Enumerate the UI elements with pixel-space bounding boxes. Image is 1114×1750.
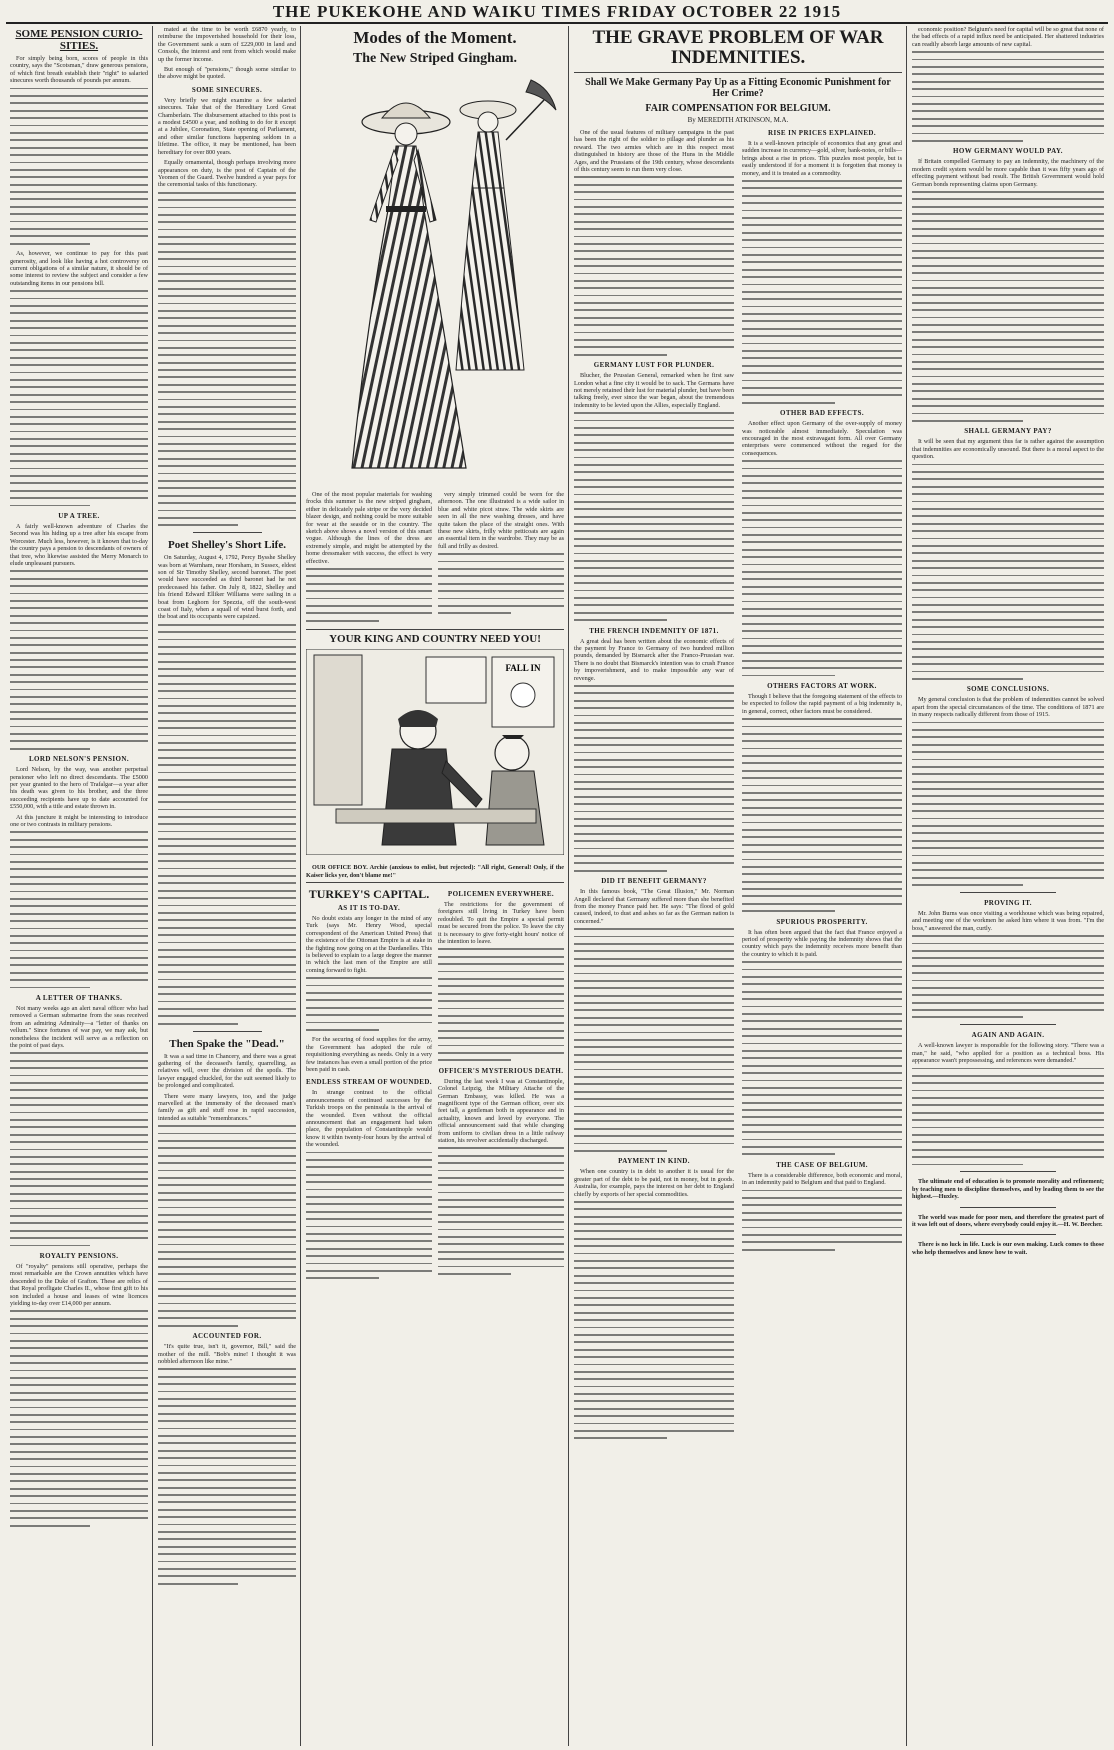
french-text: A great deal has been written about the economic effects of the payment by France to Germany of two hundred million pounds, demanded by Bismarck after the Franco-Prussian war. There is no doubt that Bismarck's intention was to crush France by impoverishment, and to make impossible any war of revenge.	[574, 637, 734, 682]
article-text	[306, 977, 432, 1031]
turkey-text: No doubt exists any longer in the mind of any Turk (says Mr. Henry Wood, special correspondent of the American United Press) that the existence of the Ottoman Empire is at stake in the fighting now going on at the Dardanelles. This is believed to explain to a large degree the manner in which the last men of the Empire are still coming forward to fight.	[306, 915, 432, 974]
murder-text: During the last week I was at Constantinople, Colonel Leipzig, the Military Attache of the German Embassy, was killed. He was a magnificent type of the German officer, over six feet tall, a gentleman both in appearance and in actuality, known and loved by everyone. The official announcement said that while changing from uniform to civilian dress in a little railway station, his revolver accidentally discharged.	[438, 1077, 564, 1144]
modes-heading: Modes of the Moment.	[353, 28, 517, 47]
columns	[6, 26, 1108, 1746]
belgium-text: There is a considerable difference, both economic and moral, in an indemnity paid to Belgium and that paid to England.	[742, 1171, 902, 1187]
column-rule	[300, 26, 301, 1746]
article-text	[10, 88, 148, 245]
nelson-heading: LORD NELSON'S PENSION.	[28, 755, 129, 764]
main-heading: THE GRAVE PROBLEM OF WAR INDEMNITIES.	[592, 27, 884, 68]
royalty-heading: ROYALTY PENSIONS.	[39, 1252, 119, 1260]
benefit-text: In this famous book, "The Great Illusion," Mr. Norman Angell declared that Germany suffered more than she benefited from the money France paid her. He says: "The flood of gold caused, indeed, to dust and ashes so far as the German nation is concerned."	[574, 888, 734, 925]
article-text	[574, 928, 734, 1152]
proving-heading: PROVING IT.	[984, 898, 1032, 907]
article-text	[438, 1147, 564, 1274]
royalty-text: Of "royalty" pensions still operative, perhaps the most remarkable are the Crown annuities which have descended to the Duke of Grafton. These are relics of that Royal profligate Charles II., whose first gift to his son included a house and leases of wine licences yielding to-day over £14,000 per annum.	[10, 1263, 148, 1308]
accounted-text: "It's quite true, isn't it, governor, Bill," said the mother of the mill. "Bob's mine! I thought it was nobbled afternoon like mine."	[158, 1343, 296, 1366]
shall-heading: SHALL GERMANY PAY?	[964, 427, 1052, 436]
article-text	[912, 722, 1104, 886]
letter-text: Not many weeks ago an alert naval officer who had removed a German submarine from the seas received from an admiring Admiralty—a "letter of thanks on vellum." Since fortunes of war pay, we may ask, but nonetheless the incident will serve as a reflection on the point of past days.	[10, 1005, 148, 1050]
article-text	[574, 1201, 734, 1439]
other-heading: OTHER BAD EFFECTS.	[779, 409, 865, 418]
kind-text: When one country is in debt to another it is usual for the greater part of the debt to be paid, not in money, but in goods. Australia, for example, pays the interest on her debt to England chiefly by exports of her special commodities.	[574, 1168, 734, 1198]
article-text	[158, 1368, 296, 1584]
pension-heading: SOME PENSION CURIO-SITIES.	[15, 28, 143, 52]
divider	[193, 1031, 262, 1032]
poet-text: On Saturday, August 4, 1792, Percy Bysshe Shelley was born at Warnham, near Horsham, in Sussex, eldest son of Sir Timothy Shelley, second baronet. The poet would have succeeded as third baronet had he not predeceased his father. On July 8, 1822, Shelley and his friend Edward Elliker Williams were sailing in a boat from Leghorn for Spezzia, off the south-west coast of Italy, when a squall of wind burst forth, and the boat and its occupants were capsized.	[158, 554, 296, 621]
dead-heading: Then Spake the "Dead."	[169, 1037, 285, 1050]
article-text	[10, 831, 148, 988]
poster-text: FALL IN	[505, 663, 541, 674]
gingham-heading: The New Striped Gingham.	[352, 51, 518, 66]
nelson-text: At this juncture it might be interesting to introduce one or two contrasts in military pensions.	[10, 813, 148, 829]
main-article-columns	[574, 129, 902, 1445]
quote-luck: There is no luck in life. Luck is our own making. Luck comes to those who help themselves and know how to wait.	[912, 1241, 1104, 1256]
column-rule	[568, 26, 569, 1746]
cartoon-illustration	[306, 649, 564, 860]
spurious-heading: SPURIOUS PROSPERITY.	[776, 917, 868, 926]
pension-text: As, however, we continue to pay for this past generosity, and look like having a hot controversy on current obligations of a similar nature, it should be of some interest to review the subject and consider a few outstanding items in our pensions bill.	[10, 250, 148, 287]
turkey-left	[306, 885, 432, 1285]
sinecures-text: Very briefly we might examine a few salaried sinecures. Take that of the Hereditary Lord Great Chamberlain. The disbursement attached to this post is a modest £4500 a year, and nothing to do for it except at a Jubilee, Coronation, State opening of Parliament, and other similar functions happening seldom in a lifetime. The office, it may be mentioned, has been hereditary for over 800 years.	[158, 96, 296, 156]
conclusions-text: My general conclusion is that the problem of indemnities cannot be solved apart from the special circumstances of the time. The conditions of 1871 are in many respects radically different from those of 1915.	[912, 696, 1104, 719]
plunder-heading: GERMANY LUST FOR PLUNDER.	[593, 361, 715, 370]
article-text	[912, 1068, 1104, 1166]
fashion-illustration	[306, 70, 564, 487]
article-text	[912, 191, 1104, 422]
how-heading: HOW GERMANY WOULD PAY.	[953, 147, 1063, 156]
econ-text: economic position? Belgium's need for capital will be so great that none of the bad effects of a rapid influx need be anticipated. Her shattered industries can readily absorb large amounts of new capital.	[912, 26, 1104, 48]
letter-heading: A LETTER OF THANKS.	[35, 994, 123, 1003]
column-5	[908, 26, 1108, 1746]
sinecures-text: Equally ornamental, though perhaps involving more appearances on duty, is the post of Captain of the Yeomen of the Guard. Twelve hundred a year pays for the ceremonial tasks of this functionary.	[158, 159, 296, 189]
conclusions-heading: SOME CONCLUSIONS.	[966, 685, 1050, 694]
murder-heading: OFFICER'S MYSTERIOUS DEATH.	[438, 1066, 564, 1075]
turkey-columns	[306, 885, 564, 1285]
turkey-right	[438, 885, 564, 1285]
benefit-heading: DID IT BENEFIT GERMANY?	[601, 877, 707, 886]
turkey-text: For the securing of food supplies for the army, the Government has adopted the rule of requisitioning everything as needs. Only in a very few instances has even a small portion of the price been paid in cash.	[306, 1036, 432, 1073]
article-text	[158, 624, 296, 1025]
fashion-figure-left	[352, 103, 466, 468]
turkey-heading: TURKEY'S CAPITAL.	[308, 887, 430, 901]
divider	[193, 532, 262, 533]
divider	[960, 1171, 1056, 1172]
wounded-text: In strange contrast to the official announcements of continued successes by the Turkish troops on the peninsula is the arrival of the wounded. Even without the official announcement that an engagement had taken place, the population of Constantinople would know it within twenty-four hours by the arrival of the wounded.	[306, 1089, 432, 1149]
article-text	[912, 935, 1104, 1018]
again-heading: AGAIN AND AGAIN.	[971, 1031, 1045, 1040]
article-text	[742, 718, 902, 912]
column-1	[6, 26, 152, 1746]
fashion-text-right: very simply trimmed could be worn for the afternoon. The one illustrated is a wide sailor in blue and white picot straw. The wide skirts are seen in all the new washing dresses, and have quite taken the place of the straight ones. With these new skirts, frilly white petticoats are again an essential item in the wardrobe. They may be as full and frilly as desired.	[438, 491, 564, 550]
other-text: Another effect upon Germany of the over-supply of money was noticeable almost immediately. Speculation was encouraged in the most extravagant form. All over Germany enterprises were commenced without the regard for the consequences.	[742, 420, 902, 457]
factors-heading: OTHERS FACTORS AT WORK.	[767, 681, 877, 690]
nelson-text: Lord Nelson, by the way, was another perpetual pensioner who left no direct descendants. The £5000 per year granted to the hero of Trafalgar—a year after his death was given to his brother, and the three succeeding recipients have up to date accounted for £550,000, with a title and estate thrown in.	[10, 766, 148, 811]
main-article-right	[742, 129, 902, 1445]
proving-text: Mr. John Burns was once visiting a workhouse which was being repaired, and meeting one of the workmen he asked him where it was from. "I'm the boss," answered the man, curtly.	[912, 909, 1104, 932]
pension-continued: mated at the time to be worth £6870 yearly, to reimburse the impoverished household for their loss, the Government sank a sum of £229,000 in land and Consols, the interest and rent from which would make up the former income.	[158, 26, 296, 63]
main-article-left	[574, 129, 734, 1445]
article-text	[306, 1152, 432, 1279]
factors-text: Though I believe that the foregoing statement of the effects to be expected to follow the rapid payment of a big indemnity is, in general, correct, other factors must be considered.	[742, 692, 902, 715]
article-text	[574, 176, 734, 355]
how-text: If Britain compelled Germany to pay an indemnity, the machinery of the modern credit system would be more capable than it was fifty years ago of effecting payment without bad result. The British Government would hold German bonds representing claims upon Germany.	[912, 158, 1104, 188]
divider	[960, 892, 1056, 893]
cartoon-heading: YOUR KING AND COUNTRY NEED YOU!	[329, 633, 541, 646]
pension-intro: For simply being born, scores of people in this country, says the "Scotsman," draw generous pensions, of which first breath establish their "right" to salaried sinecures worth thousands of pounds per annum.	[10, 55, 148, 85]
fashion-text-left: One of the most popular materials for washing frocks this summer is the new striped gingham, either in delicately pale stripe or the very decided blazer design, and nothing could be more suitable for wear at the seaside or in the country. The sketch above shows a novel version of this smart vogue. Although the lines of the dress are extremely simple, and might be attempted by the home dressmaker with success, the effect is very effective.	[306, 491, 432, 565]
spurious-text: It has often been argued that the fact that France enjoyed a period of prosperity while paying the indemnity shows that the country which pays the indemnity receives more benefit than the country to which it is paid.	[742, 928, 902, 958]
belgium-heading: THE CASE OF BELGIUM.	[776, 1160, 868, 1169]
column-rule	[152, 26, 153, 1746]
sinecures-heading: SOME SINECURES.	[191, 85, 263, 94]
column-3	[302, 26, 568, 1746]
article-text	[742, 180, 902, 404]
column-2	[154, 26, 300, 1746]
turkey-subheading: AS IT IS TO-DAY.	[337, 904, 401, 912]
police-text: The restrictions for the government of foreigners still living in Turkey have been redoubled. To quit the Empire a special permit must be secured from the police. To leave the city it is necessary to give forty-eight hours' notice of the intention to leave.	[438, 901, 564, 946]
masthead: THE PUKEKOHE AND WAIKU TIMES FRIDAY OCTOBER 22 1915	[6, 0, 1108, 24]
quote-beecher: The world was made for poor men, and therefore the greatest part of it was left out of doors, where everybody could enjoy it.—H. W. Beecher.	[912, 1213, 1104, 1228]
police-heading: POLICEMEN EVERYWHERE.	[447, 890, 555, 898]
intro-text: One of the usual features of military campaigns in the past has been the right of the soldier to pillage and plunder as his reward. The two armies which are in this respect most distinguished in history are those of the Huns in the Middle Ages, and the Prussians of the 19th century, whose descendants of this century seem to run them very close.	[574, 129, 734, 174]
divider	[960, 1207, 1056, 1208]
divider	[960, 1234, 1056, 1235]
prices-heading: RISE IN PRICES EXPLAINED.	[767, 129, 877, 137]
article-text	[10, 1052, 148, 1246]
article-text	[742, 460, 902, 676]
again-text: A well-known lawyer is responsible for the following story. "There was a man," he said, "who applied for a position as a technical boss. His appearance wasn't prepossessing, and references were demanded."	[912, 1042, 1104, 1065]
up-a-tree-heading: UP A TREE.	[58, 511, 100, 520]
article-text	[574, 412, 734, 621]
shall-text: It will be seen that my argument thus far is rather against the assumption that indemnities are economically unsound. But there is a moral aspect to the question.	[912, 438, 1104, 461]
article-text	[10, 570, 148, 749]
french-heading: THE FRENCH INDEMNITY OF 1871.	[589, 626, 719, 635]
article-text	[438, 553, 564, 614]
pension-continued: But enough of "pensions," though some similar to the above might be quoted.	[158, 66, 296, 81]
up-a-tree-text: A fairly well-known adventure of Charles the Second was his hiding up a tree after his escape from Worcester. Much less, however, is it known that to-day the country pays a pension to descendants of owners of that tree, who likewise assisted the Merry Monarch to elude unpleasant pursuers.	[10, 522, 148, 567]
divider	[960, 1024, 1056, 1025]
article-text	[912, 464, 1104, 680]
fair-heading: FAIR COMPENSATION FOR BELGIUM.	[645, 103, 831, 114]
poet-heading: Poet Shelley's Short Life.	[168, 539, 286, 552]
article-text	[742, 961, 902, 1155]
plunder-text: Blucher, the Prussian General, remarked when he first saw London what a fine city it would be to sack. The Germans have not merely retained their lust for material plunder, but have been talking freely, ever since the war began, about the tremendous indemnity to be levied upon the Allies, especially England.	[574, 372, 734, 409]
fashion-illustration-svg	[306, 70, 564, 482]
article-text	[574, 685, 734, 872]
kind-heading: PAYMENT IN KIND.	[618, 1157, 690, 1166]
article-text	[912, 51, 1104, 141]
byline: By MEREDITH ATKINSON, M.A.	[687, 116, 789, 124]
dead-text: It was a sad time in Chancery, and there was a great gathering of the deceased's family, quarrelling, as relatives will, over the division of the spoils. The lawyer engaged chuckled, for the suit seemed likely to be prolonged and complicated.	[158, 1052, 296, 1090]
article-text	[742, 1190, 902, 1251]
article-text	[438, 948, 564, 1061]
prices-text: It is a well-known principle of economics that any great and sudden increase in currency—gold, silver, bank-notes, or bills—brings about a rise in prices. This puzzles most people, but is easily understood if for a moment it is forgotten that money is money, and it is treated as a commodity.	[742, 140, 902, 177]
dead-text: There were many lawyers, too, and the judge marvelled at the immensity of the deceased man's family as gift and stuff rose in rapid succession, intended as suitable "remembrances."	[158, 1092, 296, 1122]
quote-huxley: The ultimate end of education is to promote morality and refinement; by teaching men to discipline themselves, and by leading them to see the highest.—Huxley.	[912, 1178, 1104, 1201]
accounted-heading: ACCOUNTED FOR.	[192, 1332, 262, 1341]
fashion-figure-right	[456, 80, 556, 370]
column-rule	[906, 26, 907, 1746]
cartoon-svg	[306, 649, 564, 855]
article-text	[158, 1125, 296, 1326]
column-4	[570, 26, 906, 1746]
article-text	[10, 1310, 148, 1526]
article-text	[306, 568, 432, 622]
cartoon-caption: OUR OFFICE BOY. Archie (anxious to enlist, but rejected): "All right, General! Only, if the Kaiser licks yer, don't blame me!"	[306, 864, 564, 879]
main-deck: Shall We Make Germany Pay Up as a Fitting Economic Punishment for Her Crime?	[585, 77, 891, 99]
article-text	[158, 192, 296, 526]
wounded-heading: ENDLESS STREAM OF WOUNDED.	[306, 1078, 432, 1087]
fashion-text	[306, 491, 564, 627]
article-text	[10, 290, 148, 506]
